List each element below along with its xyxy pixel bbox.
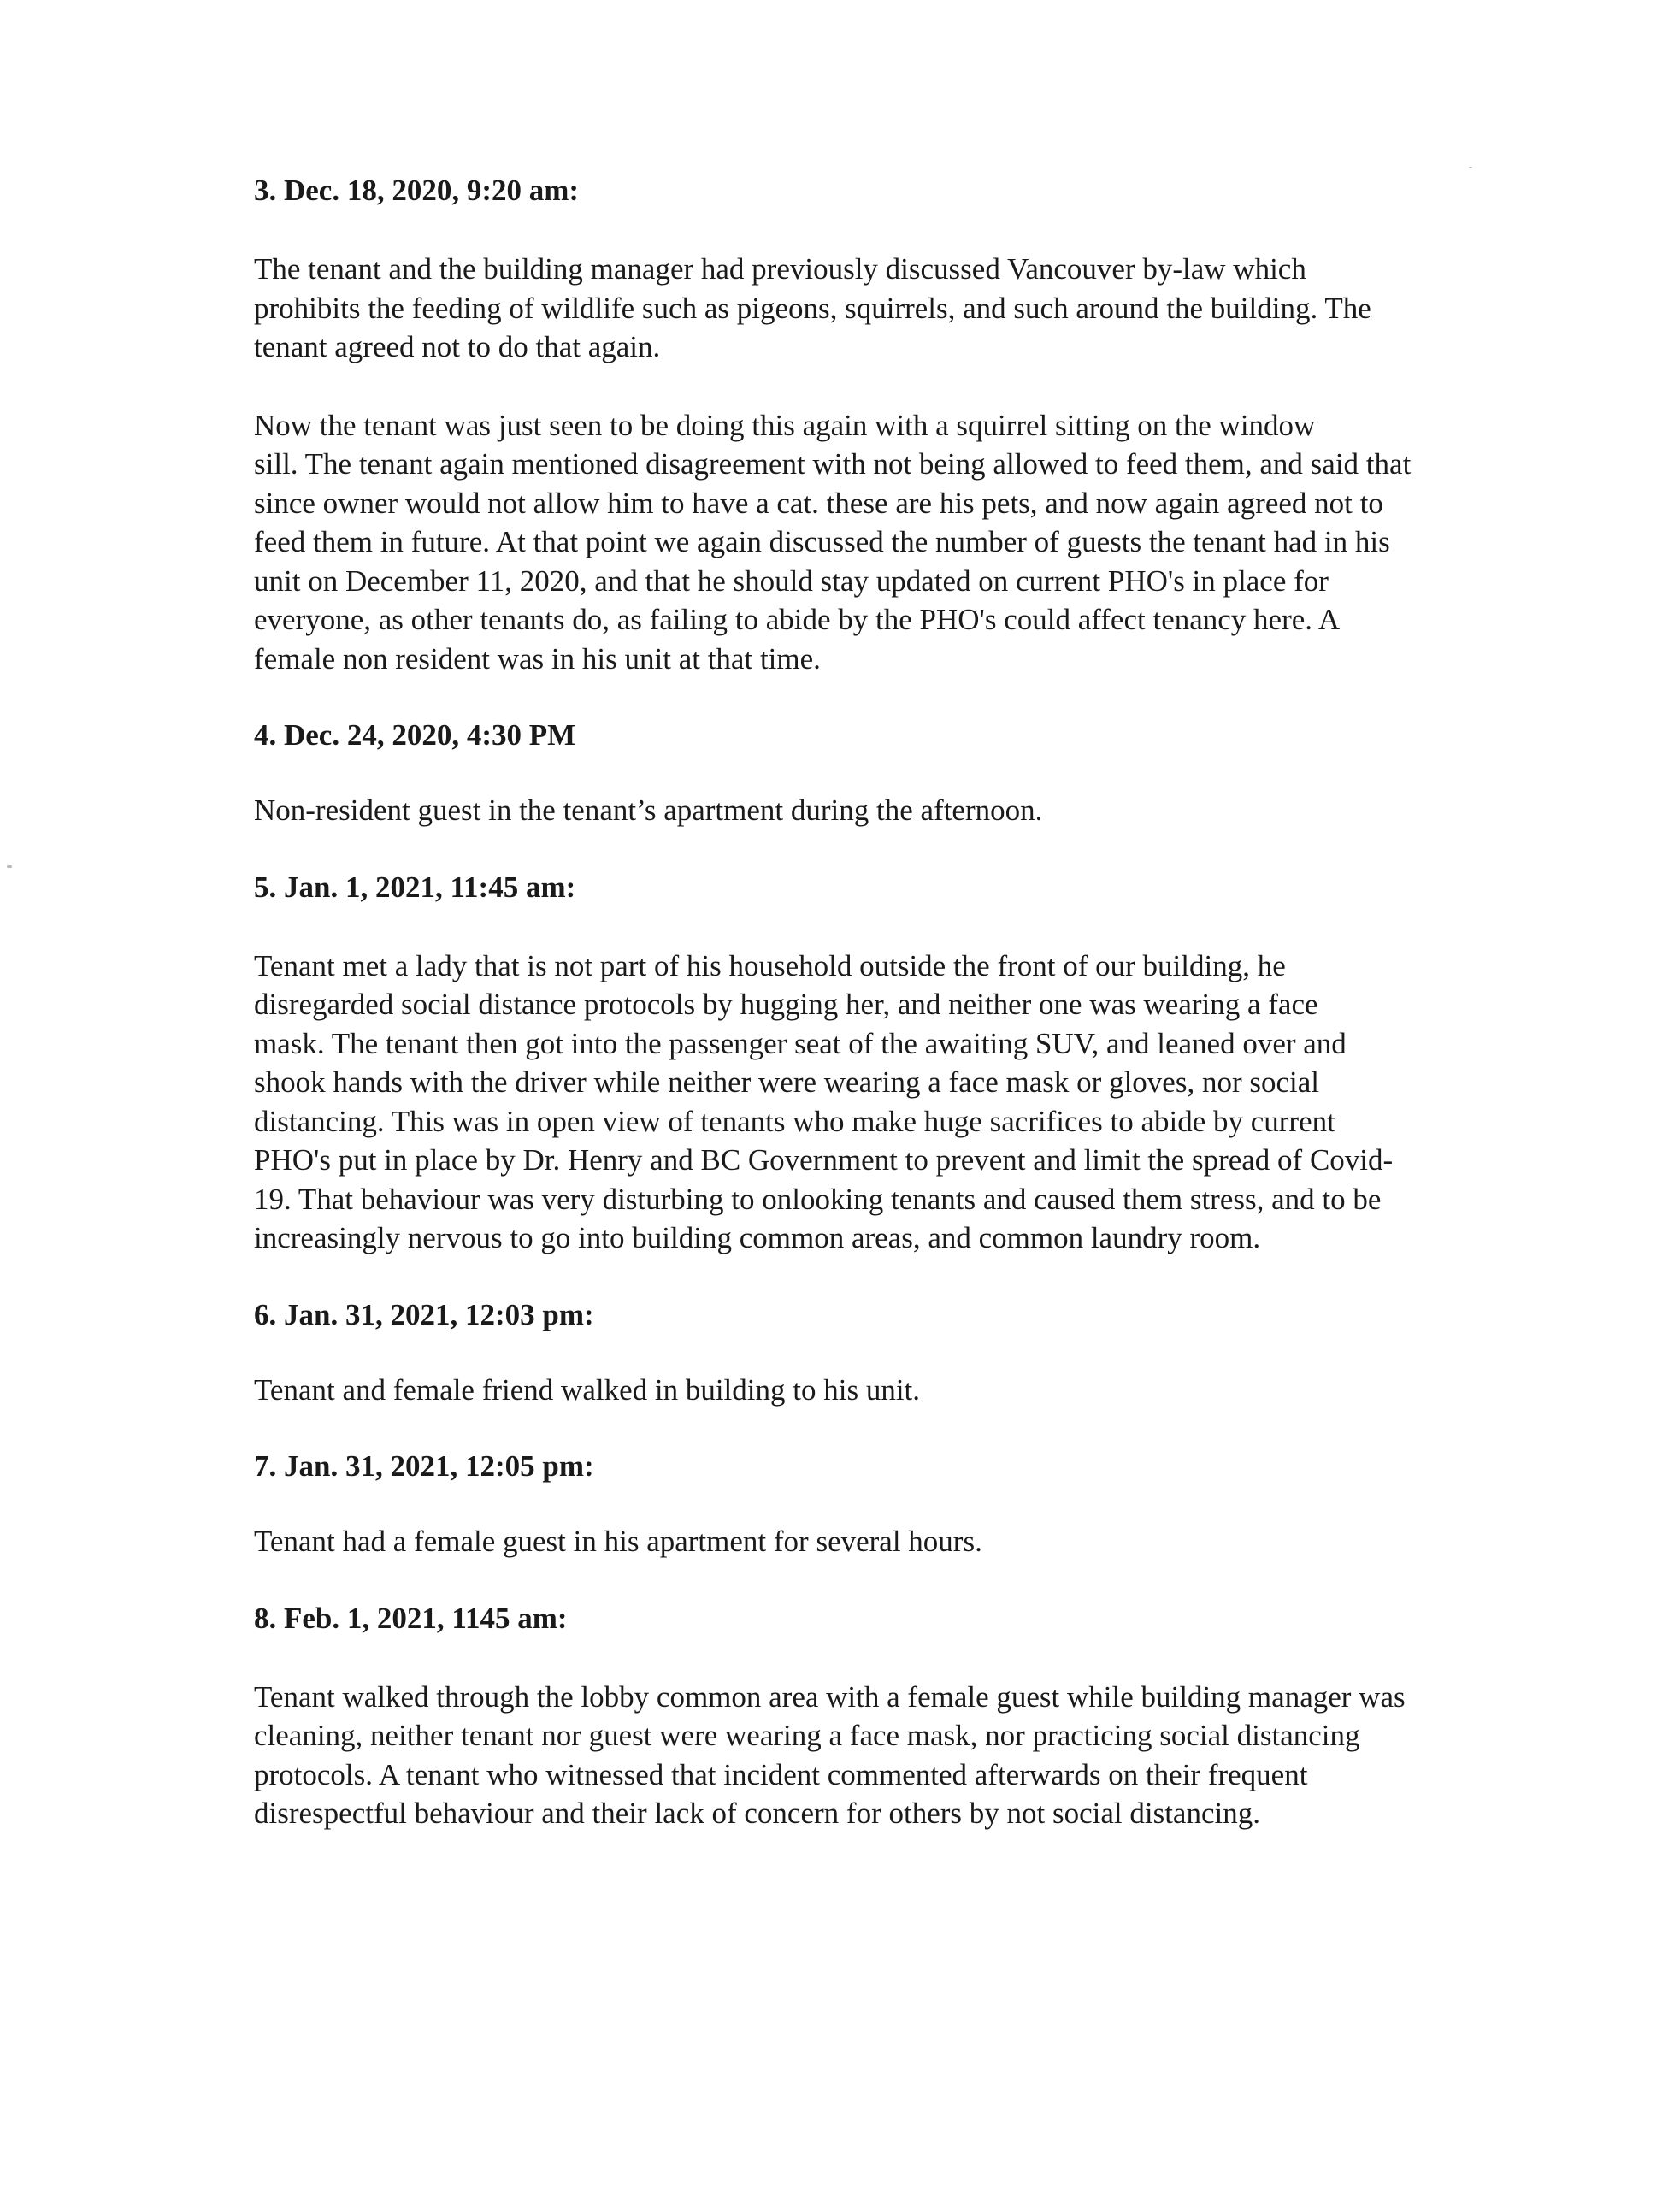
- text-line: PHO's put in place by Dr. Henry and BC Government to prevent and limit the spread of Covid-: [254, 1143, 1394, 1177]
- entry-heading: 3. Dec. 18, 2020, 9:20 am:: [254, 174, 580, 207]
- entry-heading: 5. Jan. 1, 2021, 11:45 am:: [254, 870, 576, 904]
- text-line: distancing. This was in open view of tenants who make huge sacrifices to abide by current: [254, 1104, 1335, 1138]
- log-entry: [254, 1295, 1596, 1410]
- text-line: increasingly nervous to go into building common areas, and common laundry room.: [254, 1221, 1261, 1254]
- entry-paragraph: [254, 250, 1596, 367]
- text-line: feed them in future. At that point we again discussed the number of guests the tenant had in his: [254, 525, 1390, 558]
- text-line: shook hands with the driver while neither were wearing a face mask or gloves, nor social: [254, 1065, 1319, 1099]
- document-body: [254, 171, 1596, 1833]
- text-line: Now the tenant was just seen to be doing this again with a squirrel sitting on the window: [254, 408, 1316, 442]
- text-line: female non resident was in his unit at that time.: [254, 641, 821, 676]
- entry-heading: 7. Jan. 31, 2021, 12:05 pm:: [254, 1449, 594, 1483]
- log-entry: [254, 716, 1596, 830]
- log-entry: [254, 1599, 1596, 1833]
- log-entry: [254, 1447, 1596, 1561]
- text-line: disregarded social distance protocols by hugging her, and neither one was wearing a face: [254, 988, 1318, 1021]
- text-line: cleaning, neither tenant nor guest were wearing a face mask, nor practicing social distancing: [254, 1719, 1360, 1752]
- text-line: The tenant and the building manager had previously discussed Vancouver by-law which: [254, 252, 1306, 286]
- text-line: everyone, as other tenants do, as failing to abide by the PHO's could affect tenancy here. A: [254, 603, 1341, 636]
- text-line: 19. That behaviour was very disturbing to onlooking tenants and caused them stress, and to be: [254, 1182, 1382, 1216]
- entry-paragraph: [254, 406, 1596, 679]
- text-line: tenant agreed not to do that again.: [254, 330, 661, 363]
- text-line: protocols. A tenant who witnessed that incident commented afterwards on their frequent: [254, 1757, 1308, 1791]
- text-line: sill. The tenant again mentioned disagreement with not being allowed to feed them, and said that: [254, 447, 1412, 481]
- text-line: disrespectful behaviour and their lack of concern for others by not social distancing.: [254, 1797, 1260, 1830]
- entry-paragraph: [254, 1678, 1596, 1833]
- entry-paragraph: [254, 1371, 1596, 1410]
- entry-paragraph: [254, 791, 1596, 830]
- text-line: mask. The tenant then got into the passenger seat of the awaiting SUV, and leaned over and: [254, 1026, 1347, 1060]
- entry-paragraph: [254, 1522, 1596, 1561]
- scan-speck: [1469, 167, 1472, 168]
- text-line: Tenant walked through the lobby common area with a female guest while building manager was: [254, 1679, 1406, 1714]
- entry-paragraph: [254, 947, 1596, 1258]
- text-line: Non-resident guest in the tenant’s apartment during the afternoon.: [254, 794, 1043, 827]
- entry-heading: 8. Feb. 1, 2021, 1145 am:: [254, 1601, 568, 1635]
- text-line: Tenant had a female guest in his apartment for several hours.: [254, 1525, 982, 1558]
- scan-speck: [7, 865, 12, 868]
- entry-heading: 6. Jan. 31, 2021, 12:03 pm:: [254, 1297, 594, 1331]
- log-entry: [254, 868, 1596, 1258]
- text-line: prohibits the feeding of wildlife such as pigeons, squirrels, and such around the building. The: [254, 291, 1371, 325]
- log-entry: [254, 171, 1596, 678]
- entry-heading: 4. Dec. 24, 2020, 4:30 PM: [254, 718, 576, 752]
- text-line: unit on December 11, 2020, and that he should stay updated on current PHO's in place for: [254, 563, 1329, 598]
- text-line: since owner would not allow him to have a cat. these are his pets, and now again agreed not to: [254, 486, 1383, 520]
- text-line: Tenant and female friend walked in building to his unit.: [254, 1372, 921, 1407]
- text-line: Tenant met a lady that is not part of his household outside the front of our building, he: [254, 948, 1286, 982]
